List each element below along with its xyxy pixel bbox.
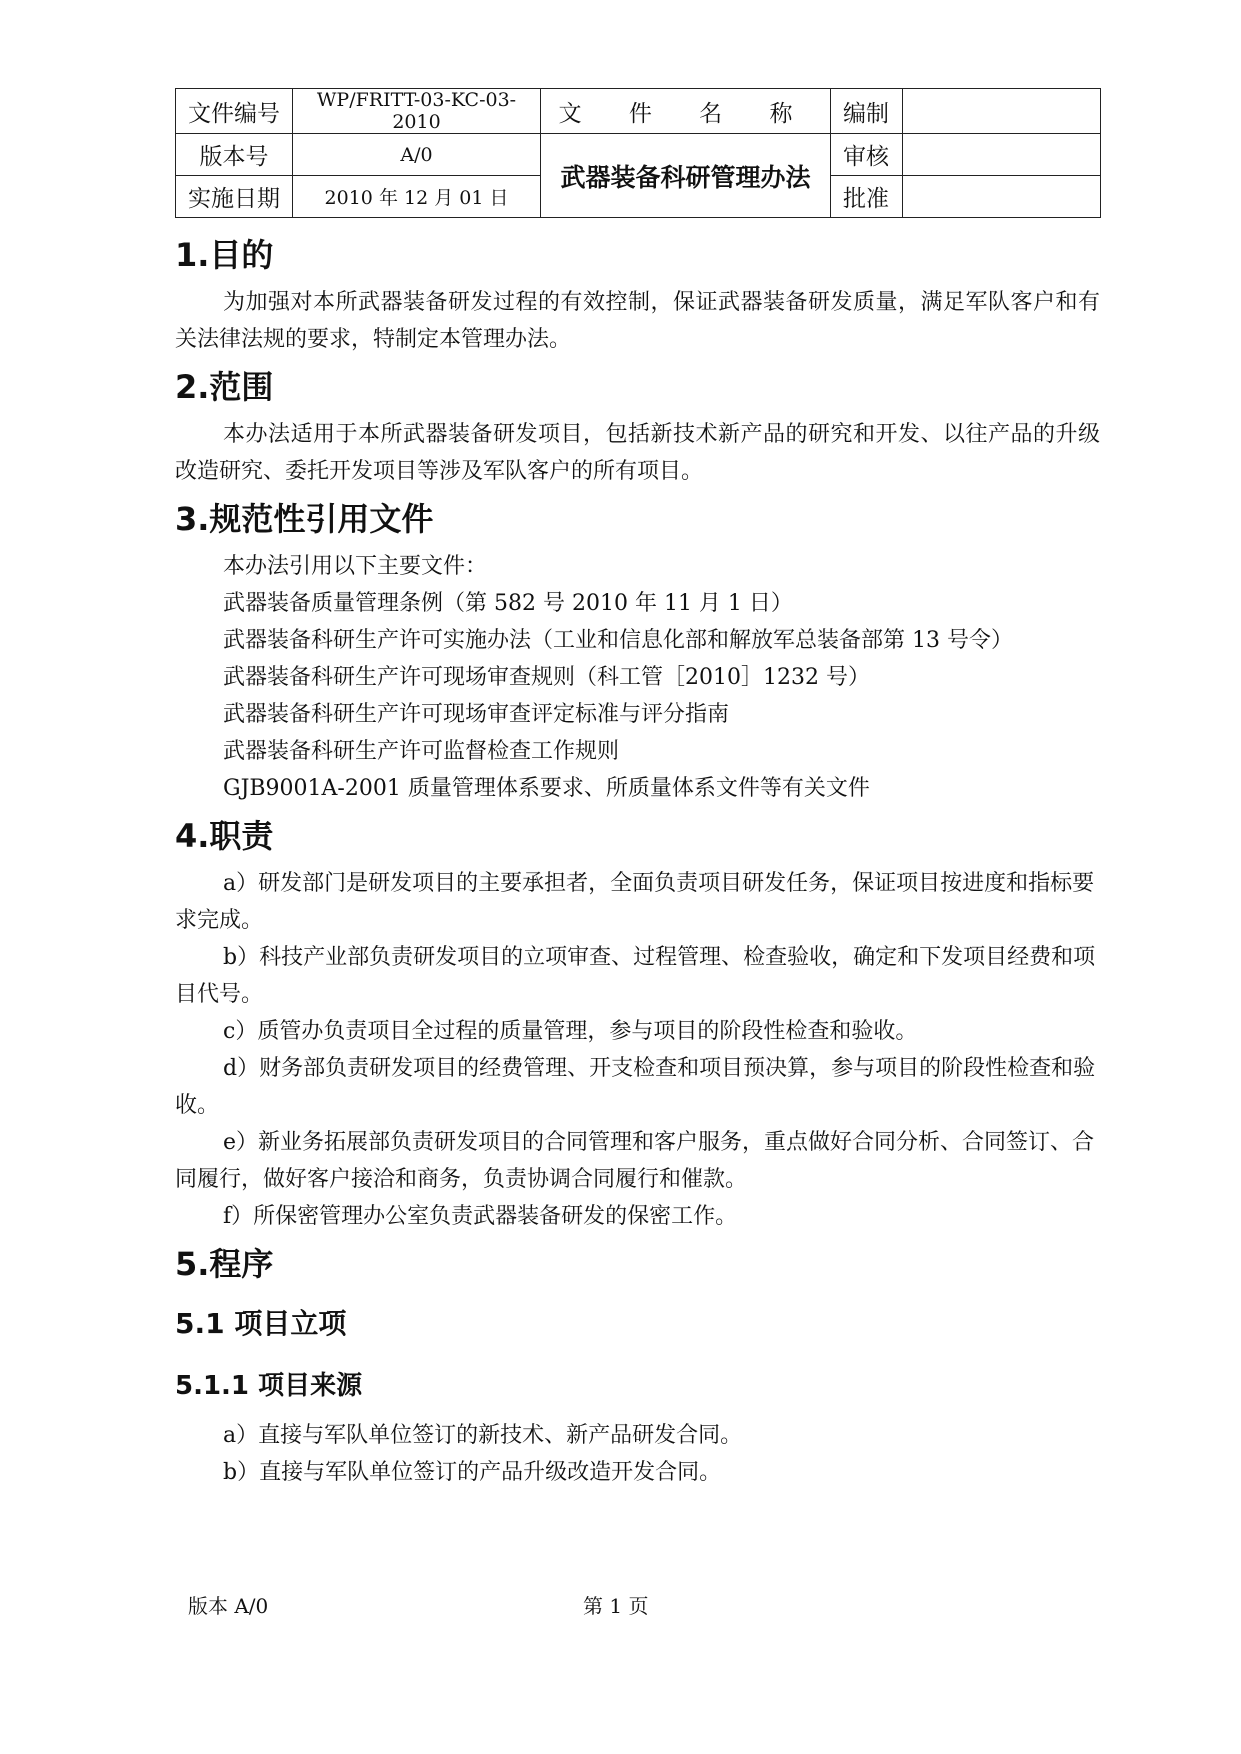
subsection-heading-project-source: 5.1.1 项目来源: [175, 1371, 363, 1401]
document-page: [175, 88, 1100, 1491]
reference-item: 武器装备科研生产许可现场审查规则（科工管［2010］1232 号）: [223, 665, 870, 690]
subsection-heading-project-initiation: 5.1 项目立项: [175, 1307, 347, 1340]
section-heading-purpose: 1.目的: [175, 236, 274, 274]
file-name-label: 文 件 名 称: [541, 89, 831, 134]
responsibility-item: f）所保密管理办公室负责武器装备研发的保密工作。: [223, 1204, 738, 1229]
purpose-paragraph: 为加强对本所武器装备研发过程的有效控制，保证武器装备研发质量，满足军队客户和有关法律法规的要求，特制定本管理办法。: [175, 290, 1100, 352]
version-label: 版本号: [176, 134, 293, 176]
project-source-item: b）直接与军队单位签订的产品升级改造开发合同。: [223, 1460, 722, 1485]
scope-paragraph: 本办法适用于本所武器装备研发项目，包括新技术新产品的研究和开发、以往产品的升级改造研究、委托开发项目等涉及军队客户的所有项目。: [175, 422, 1100, 484]
responsibility-item: c）质管办负责项目全过程的质量管理，参与项目的阶段性检查和验收。: [223, 1019, 918, 1044]
responsibility-item: b）科技产业部负责研发项目的立项审查、过程管理、检查验收，确定和下发项目经费和项目代号。: [175, 945, 1096, 1007]
effective-date-value: 2010 年 12 月 01 日: [293, 176, 541, 218]
approve-label: 批准: [831, 176, 903, 218]
reference-item: 本办法引用以下主要文件：: [223, 554, 488, 579]
section-heading-scope: 2.范围: [175, 368, 274, 406]
section-heading-responsibilities: 4.职责: [175, 817, 274, 855]
compile-label: 编制: [831, 89, 903, 134]
compile-value: [903, 89, 1101, 134]
file-number-value: WP/FRITT-03-KC-03-2010: [293, 89, 541, 134]
document-title: 武器装备科研管理办法: [541, 134, 831, 218]
review-label: 审核: [831, 134, 903, 176]
document-header-table: [175, 88, 1101, 218]
responsibility-item: e）新业务拓展部负责研发项目的合同管理和客户服务，重点做好合同分析、合同签订、合同履行，做好客户接洽和商务，负责协调合同履行和催款。: [175, 1130, 1095, 1192]
section-heading-references: 3.规范性引用文件: [175, 500, 434, 538]
reference-item: 武器装备科研生产许可监督检查工作规则: [223, 739, 620, 764]
approve-value: [903, 176, 1101, 218]
file-number-label: 文件编号: [176, 89, 293, 134]
project-source-item: a）直接与军队单位签订的新技术、新产品研发合同。: [223, 1423, 743, 1448]
effective-date-label: 实施日期: [176, 176, 293, 218]
reference-item: 武器装备科研生产许可现场审查评定标准与评分指南: [223, 702, 730, 727]
footer-page-number: 第 1 页: [583, 1594, 649, 1618]
reference-item: 武器装备科研生产许可实施办法（工业和信息化部和解放军总装备部第 13 号令）: [223, 628, 1013, 653]
reference-item: GJB9001A-2001 质量管理体系要求、所质量体系文件等有关文件: [223, 776, 870, 801]
review-value: [903, 134, 1101, 176]
version-value: A/0: [293, 134, 541, 176]
footer-version: 版本 A/0: [188, 1594, 269, 1618]
responsibility-item: a）研发部门是研发项目的主要承担者，全面负责项目研发任务，保证项目按进度和指标要求完成。: [175, 871, 1095, 933]
responsibility-item: d）财务部负责研发项目的经费管理、开支检查和项目预决算，参与项目的阶段性检查和验收。: [175, 1056, 1096, 1118]
section-heading-procedure: 5.程序: [175, 1245, 274, 1283]
reference-item: 武器装备质量管理条例（第 582 号 2010 年 11 月 1 日）: [223, 591, 793, 616]
